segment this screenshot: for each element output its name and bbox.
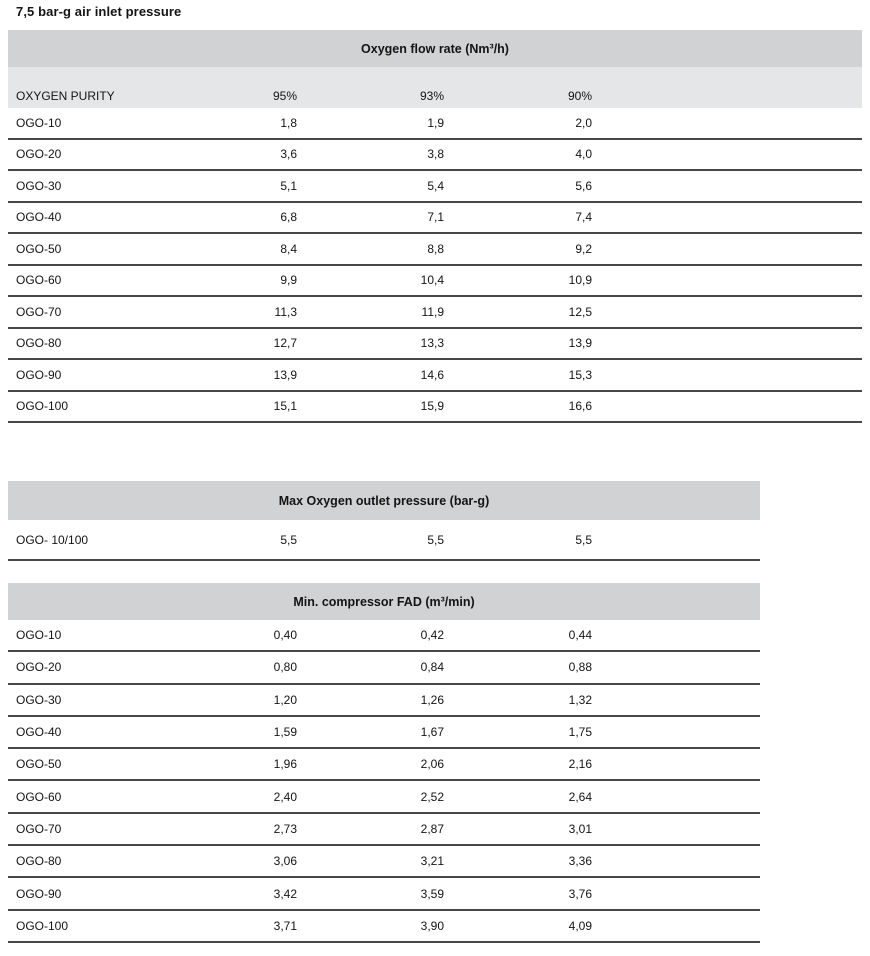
table-row — [8, 878, 760, 910]
row-value: 12,7 — [273, 336, 297, 351]
row-value: 0,44 — [568, 628, 592, 643]
row-label: OGO-90 — [16, 886, 62, 901]
row-value: 3,06 — [273, 854, 297, 869]
row-value: 15,9 — [420, 399, 444, 414]
row-value: 12,5 — [568, 304, 592, 319]
column-header-row — [8, 67, 862, 108]
table-row — [8, 846, 760, 878]
table-rows — [8, 520, 760, 561]
row-label: OGO-50 — [16, 241, 62, 256]
table-row — [8, 108, 862, 140]
row-value: 11,3 — [274, 304, 297, 319]
row-value: 13,9 — [568, 336, 592, 351]
row-value: 10,9 — [568, 273, 592, 288]
row-label: OGO-70 — [16, 821, 62, 836]
row-value: 2,16 — [568, 757, 592, 772]
row-value: 14,6 — [420, 367, 444, 382]
row-value: 6,8 — [280, 210, 297, 225]
row-value: 8,8 — [427, 241, 444, 256]
row-value: 11,9 — [421, 304, 444, 319]
row-value: 3,21 — [420, 854, 444, 869]
row-value: 1,20 — [273, 692, 297, 707]
table-row — [8, 140, 862, 172]
row-label: OGO-70 — [16, 304, 62, 319]
row-value: 3,90 — [420, 918, 444, 933]
table-row — [8, 297, 862, 329]
table-min-compressor-fad — [8, 583, 760, 943]
row-value: 16,6 — [568, 399, 592, 414]
row-label: OGO-30 — [16, 692, 62, 707]
row-value: 1,96 — [273, 757, 297, 772]
row-value: 0,42 — [420, 628, 444, 643]
table-title-bar — [8, 30, 862, 67]
row-value: 13,3 — [420, 336, 444, 351]
column-header-oxygen-purity: OXYGEN PURITY — [16, 89, 115, 103]
page-title: 7,5 bar-g air inlet pressure — [16, 4, 182, 19]
row-label: OGO-40 — [16, 725, 62, 740]
row-value: 1,32 — [568, 692, 592, 707]
row-value: 3,42 — [273, 886, 297, 901]
row-value: 3,6 — [280, 147, 297, 162]
row-label: OGO-50 — [16, 757, 62, 772]
row-value: 10,4 — [420, 273, 444, 288]
row-value: 13,9 — [273, 367, 297, 382]
table-rows — [8, 620, 760, 943]
table-title: Oxygen flow rate (Nm³/h) — [361, 41, 509, 56]
row-value: 2,52 — [420, 789, 444, 804]
row-value: 5,4 — [427, 178, 444, 193]
row-label: OGO-100 — [16, 918, 69, 933]
row-value: 9,9 — [280, 273, 297, 288]
row-value: 4,0 — [575, 147, 592, 162]
table-row — [8, 329, 862, 361]
row-value: 7,4 — [575, 210, 592, 225]
table-row — [8, 685, 760, 717]
row-label: OGO-60 — [16, 273, 62, 288]
table-row — [8, 781, 760, 813]
row-value: 2,64 — [568, 789, 592, 804]
row-value: 3,8 — [427, 147, 444, 162]
table-max-oxygen-outlet-pressure — [8, 481, 760, 561]
row-value: 2,0 — [575, 115, 592, 130]
row-value: 1,8 — [280, 115, 297, 130]
table-row — [8, 911, 760, 943]
row-label: OGO-30 — [16, 178, 62, 193]
row-value: 3,36 — [568, 854, 592, 869]
table-row — [8, 266, 862, 298]
row-label: OGO- 10/100 — [16, 532, 89, 547]
row-label: OGO-10 — [16, 115, 62, 130]
row-label: OGO-100 — [16, 399, 69, 414]
row-value: 8,4 — [280, 241, 297, 256]
row-value: 15,3 — [568, 367, 592, 382]
table-row — [8, 234, 862, 266]
table-row — [8, 814, 760, 846]
row-label: OGO-90 — [16, 367, 62, 382]
row-label: OGO-20 — [16, 660, 62, 675]
row-value: 3,01 — [568, 821, 592, 836]
table-row — [8, 520, 760, 561]
row-value: 7,1 — [427, 210, 444, 225]
row-value: 2,73 — [273, 821, 297, 836]
row-value: 0,80 — [273, 660, 297, 675]
table-title-bar — [8, 583, 760, 620]
column-header-95: 95% — [272, 89, 297, 103]
row-value: 2,87 — [420, 821, 444, 836]
row-label: OGO-80 — [16, 854, 62, 869]
row-value: 5,1 — [280, 178, 297, 193]
row-value: 1,67 — [420, 725, 444, 740]
table-row — [8, 392, 862, 424]
row-value: 5,6 — [575, 178, 592, 193]
column-header-90: 90% — [567, 89, 592, 103]
row-value: 3,71 — [273, 918, 297, 933]
row-value: 0,88 — [568, 660, 592, 675]
row-label: OGO-60 — [16, 789, 62, 804]
row-value: 2,40 — [273, 789, 297, 804]
table-row — [8, 203, 862, 235]
table-row — [8, 717, 760, 749]
row-label: OGO-10 — [16, 628, 62, 643]
row-value: 1,26 — [420, 692, 444, 707]
table-title-bar — [8, 481, 760, 520]
table-title: Min. compressor FAD (m³/min) — [293, 594, 475, 609]
row-label: OGO-20 — [16, 147, 62, 162]
row-value: 4,09 — [568, 918, 592, 933]
row-value: 15,1 — [273, 399, 297, 414]
table-oxygen-flow-rate — [8, 30, 862, 423]
table-row — [8, 620, 760, 652]
row-value: 1,9 — [427, 115, 444, 130]
table-row — [8, 360, 862, 392]
row-value: 1,59 — [273, 725, 297, 740]
table-rows — [8, 108, 862, 423]
table-row — [8, 749, 760, 781]
table-row — [8, 652, 760, 684]
row-label: OGO-80 — [16, 336, 62, 351]
column-header-93: 93% — [419, 89, 444, 103]
row-value: 3,59 — [420, 886, 444, 901]
row-value: 3,76 — [568, 886, 592, 901]
row-value: 5,5 — [427, 532, 444, 547]
row-value: 2,06 — [420, 757, 444, 772]
table-row — [8, 171, 862, 203]
table-title: Max Oxygen outlet pressure (bar-g) — [278, 493, 490, 508]
row-value: 0,84 — [420, 660, 444, 675]
row-value: 9,2 — [575, 241, 592, 256]
row-label: OGO-40 — [16, 210, 62, 225]
row-value: 0,40 — [273, 628, 297, 643]
row-value: 5,5 — [575, 532, 592, 547]
row-value: 5,5 — [280, 532, 297, 547]
row-value: 1,75 — [568, 725, 592, 740]
